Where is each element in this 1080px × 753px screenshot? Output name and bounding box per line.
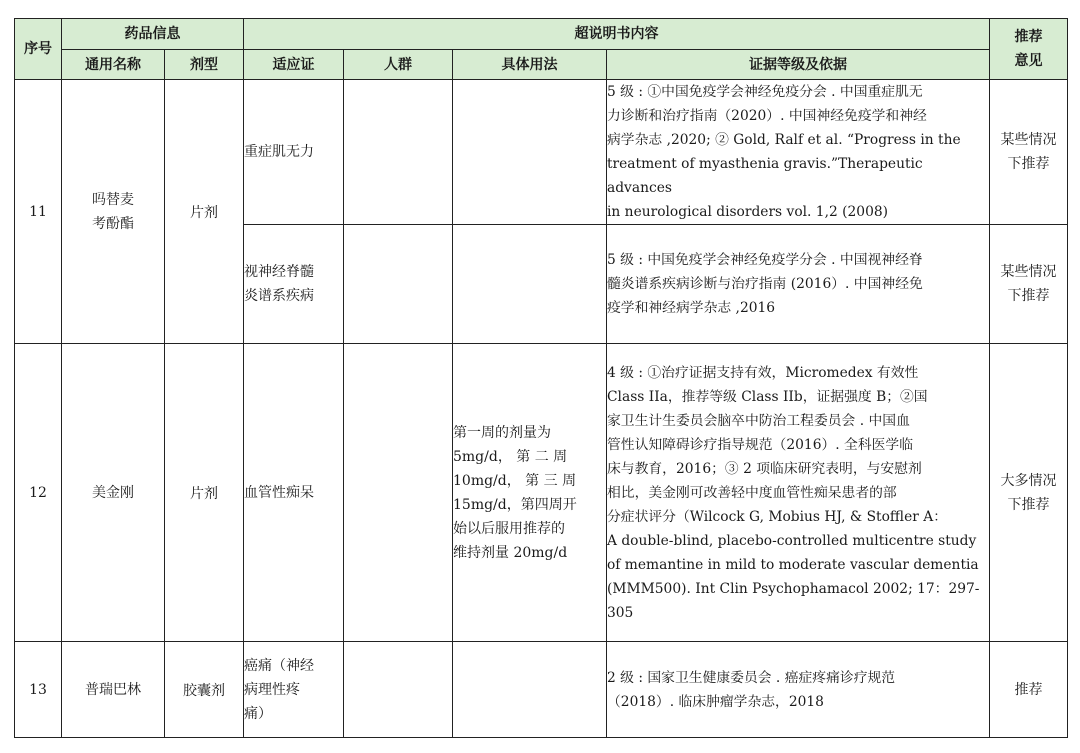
indication-line: 视神经脊髓	[244, 264, 314, 280]
dosage-form-cell: 片剂	[165, 80, 244, 344]
evidence-line: 力诊断和治疗指南（2020）. 中国神经免疫学和神经	[607, 108, 927, 124]
population-cell	[344, 642, 453, 738]
indication-line: 癌痛（神经	[244, 657, 314, 674]
evidence-line: 305	[607, 604, 634, 621]
recommendation-cell	[990, 642, 1068, 738]
table-row	[15, 642, 1068, 738]
table-row	[15, 80, 1068, 225]
seq-cell: 13	[15, 642, 62, 738]
seq-cell: 11	[15, 80, 62, 344]
evidence-line: (MMM500). Int Clin Psychophamacol 2002; 17：297-	[607, 580, 980, 597]
indication-line: 血管性痴呆	[244, 484, 314, 501]
evidence-cell	[607, 344, 990, 642]
header-generic-name: 通用名称	[62, 50, 165, 80]
evidence-line: 5 级 : ①中国免疫学会神经免疫分会 . 中国重症肌无	[607, 84, 923, 100]
evidence-line: A double-blind, placebo-controlled multicentre study	[607, 532, 977, 549]
dosage-cell	[453, 80, 607, 225]
header-recommendation-line2: 意见	[1014, 53, 1043, 69]
evidence-line: 分症状评分（Wilcock G, Mobius HJ, & Stoffler A：	[607, 508, 947, 525]
header-drug-info: 药品信息	[62, 19, 244, 50]
recommendation-line: 下推荐	[1007, 496, 1050, 513]
population-cell	[344, 80, 453, 225]
evidence-line: 疫学和神经病学杂志 ,2016	[607, 300, 776, 316]
recommendation-line: 下推荐	[1007, 156, 1050, 172]
evidence-line: of memantine in mild to moderate vascular dementia	[607, 556, 979, 573]
header-indication: 适应证	[244, 50, 344, 80]
indication-line: 病理性疼	[244, 681, 300, 698]
generic-name-line: 普瑞巴林	[85, 681, 141, 698]
evidence-line: 5 级 : 中国免疫学会神经免疫学分会 . 中国视神经脊	[607, 252, 923, 268]
evidence-line: 4 级 : ①治疗证据支持有效，Micromedex 有效性	[607, 364, 919, 381]
header-row-2	[15, 50, 1068, 80]
population-cell	[344, 225, 453, 344]
evidence-cell	[607, 225, 990, 344]
header-recommendation-line1: 推荐	[1014, 29, 1043, 45]
evidence-line: 相比，美金刚可改善轻中度血管性痴呆患者的部	[607, 484, 897, 501]
dosage-line: 第一周的剂量为	[453, 424, 551, 441]
dosage-form-cell: 片剂	[165, 344, 244, 642]
generic-name-cell	[62, 80, 165, 344]
header-dosage-form: 剂型	[165, 50, 244, 80]
evidence-line: in neurological disorders vol. 1,2 (2008)	[607, 204, 889, 220]
population-cell	[344, 344, 453, 642]
header-evidence: 证据等级及依据	[607, 50, 990, 80]
header-row-1	[15, 19, 1068, 50]
recommendation-cell	[990, 80, 1068, 225]
indication-cell	[244, 80, 344, 225]
dosage-line: 15mg/d，第四周开	[453, 496, 577, 513]
indication-line: 痛）	[244, 705, 272, 722]
recommendation-line: 某些情况	[1000, 132, 1057, 148]
indication-cell	[244, 642, 344, 738]
generic-name-line: 考酚酯	[92, 215, 134, 232]
evidence-line: 病学杂志 ,2020; ② Gold, Ralf et al. “Progress in the	[607, 132, 961, 148]
evidence-line: （2018）. 临床肿瘤学杂志，2018	[607, 693, 824, 710]
table-row	[15, 344, 1068, 642]
indication-line: 重症肌无力	[244, 144, 314, 160]
header-population: 人群	[344, 50, 453, 80]
recommendation-cell	[990, 225, 1068, 344]
recommendation-line: 下推荐	[1007, 288, 1050, 304]
header-off-label: 超说明书内容	[244, 19, 990, 50]
generic-name-cell	[62, 642, 165, 738]
evidence-line: treatment of myasthenia gravis.”Therapeutic advances	[607, 156, 923, 196]
evidence-line: 管性认知障碍诊疗指导规范（2016）. 全科医学临	[607, 436, 914, 453]
evidence-line: 2 级 : 国家卫生健康委员会 . 癌症疼痛诊疗规范	[607, 669, 896, 686]
generic-name-line: 美金刚	[92, 484, 134, 501]
recommendation-line: 某些情况	[1000, 264, 1057, 280]
drug-off-label-table	[14, 18, 1068, 738]
recommendation-cell	[990, 344, 1068, 642]
dosage-cell	[453, 225, 607, 344]
evidence-line: Class IIa，推荐等级 Class IIb，证据强度 B；②国	[607, 388, 928, 405]
evidence-line: 家卫生计生委员会脑卒中防治工程委员会 . 中国血	[607, 412, 910, 429]
recommendation-line: 推荐	[1014, 681, 1043, 698]
header-dosage: 具体用法	[453, 50, 607, 80]
dosage-cell	[453, 642, 607, 738]
dosage-line: 5mg/d， 第 二 周	[453, 448, 568, 465]
indication-cell	[244, 344, 344, 642]
evidence-cell	[607, 642, 990, 738]
header-recommendation	[990, 19, 1068, 80]
dosage-line: 始以后服用推荐的	[453, 520, 565, 537]
recommendation-line: 大多情况	[1000, 472, 1057, 489]
seq-cell: 12	[15, 344, 62, 642]
dosage-line: 维持剂量 20mg/d	[453, 544, 568, 561]
dosage-line: 10mg/d， 第 三 周	[453, 472, 577, 489]
evidence-cell	[607, 80, 990, 225]
generic-name-line: 吗替麦	[92, 191, 134, 208]
header-seq: 序号	[15, 19, 62, 80]
evidence-line: 髓炎谱系疾病诊断与治疗指南 (2016）. 中国神经免	[607, 276, 923, 292]
generic-name-cell	[62, 344, 165, 642]
dosage-form-cell: 胶囊剂	[165, 642, 244, 738]
indication-cell	[244, 225, 344, 344]
dosage-cell	[453, 344, 607, 642]
indication-line: 炎谱系疾病	[244, 288, 314, 304]
evidence-line: 床与教育，2016；③ 2 项临床研究表明，与安慰剂	[607, 460, 922, 477]
